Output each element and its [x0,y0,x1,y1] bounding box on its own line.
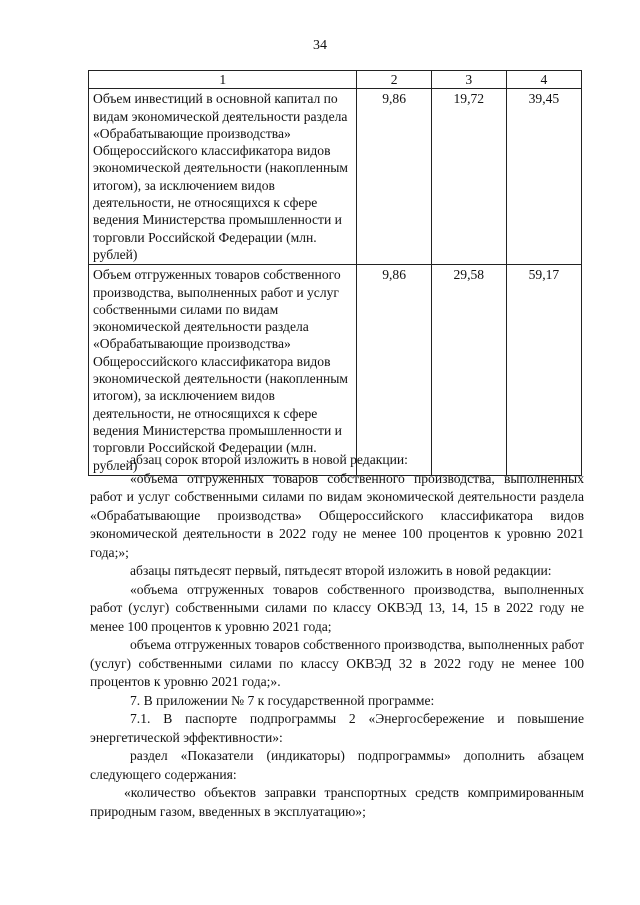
row-value: 9,86 [357,265,431,476]
column-header: 4 [506,71,581,89]
table-header-row [89,71,582,89]
column-header: 3 [431,71,506,89]
row-value: 29,58 [431,265,506,476]
paragraph: 7.1. В паспорте подпрограммы 2 «Энергосбережение и повышение энергетической эффективности»: [90,711,584,745]
table-row [89,89,582,265]
paragraph: «количество объектов заправки транспортных средств компримированным природным газом, введенных в эксплуатацию»; [90,785,584,819]
paragraph: объема отгруженных товаров собственного производства, выполненных работ (услуг) собственными силами по классу ОКВЭД 32 в 2022 году не менее 100 процентов к уровню 2021 года;». [90,637,584,689]
row-value: 9,86 [357,89,431,265]
indicators-table [88,70,582,476]
row-value: 59,17 [506,265,581,476]
paragraph: 7. В приложении № 7 к государственной программе: [130,692,435,708]
page-number: 34 [313,38,327,53]
column-header: 1 [89,71,357,89]
row-label: Объем отгруженных товаров собственного производства, выполненных работ и услуг собственными силами по видам экономической деятельности раздела «Обрабатывающие производства» Общероссийского классификатора видов экономической деятельности (накопленным итогом), за исключением видов деятельности, не относящихся к сфере ведения Министерства промышленности и торговли Российской Федерации (млн. рублей) [89,265,357,476]
paragraph: «объема отгруженных товаров собственного производства, выполненных работ и услуг собственными силами по видам экономической деятельности раздела «Обрабатывающие производства» Общероссийского классификатора видов экономической деятельности в 2022 году не менее 100 процентов к уровню 2021 года;»; [90,470,584,560]
body-text [90,451,584,821]
table-row [89,265,582,476]
paragraph: раздел «Показатели (индикаторы) подпрограммы» дополнить абзацем следующего содержания: [90,748,584,782]
paragraph: абзацы пятьдесят первый, пятьдесят второй изложить в новой редакции: [130,563,552,578]
row-label: Объем инвестиций в основной капитал по видам экономической деятельности раздела «Обрабатывающие производства» Общероссийского классификатора видов экономической деятельности (накопленным итогом), за исключением видов деятельности, не относящихся к сфере ведения Министерства промышленности и торговли Российской Федерации (млн. рублей) [89,89,357,265]
paragraph: «объема отгруженных товаров собственного производства, выполненных работ (услуг) собственными силами по классу ОКВЭД 13, 14, 15 в 2022 году не менее 100 процентов к уровню 2021 года; [90,581,584,634]
paragraph: абзац сорок второй изложить в новой редакции: [130,452,408,467]
row-value: 39,45 [506,89,581,265]
row-value: 19,72 [431,89,506,265]
column-header: 2 [357,71,431,89]
